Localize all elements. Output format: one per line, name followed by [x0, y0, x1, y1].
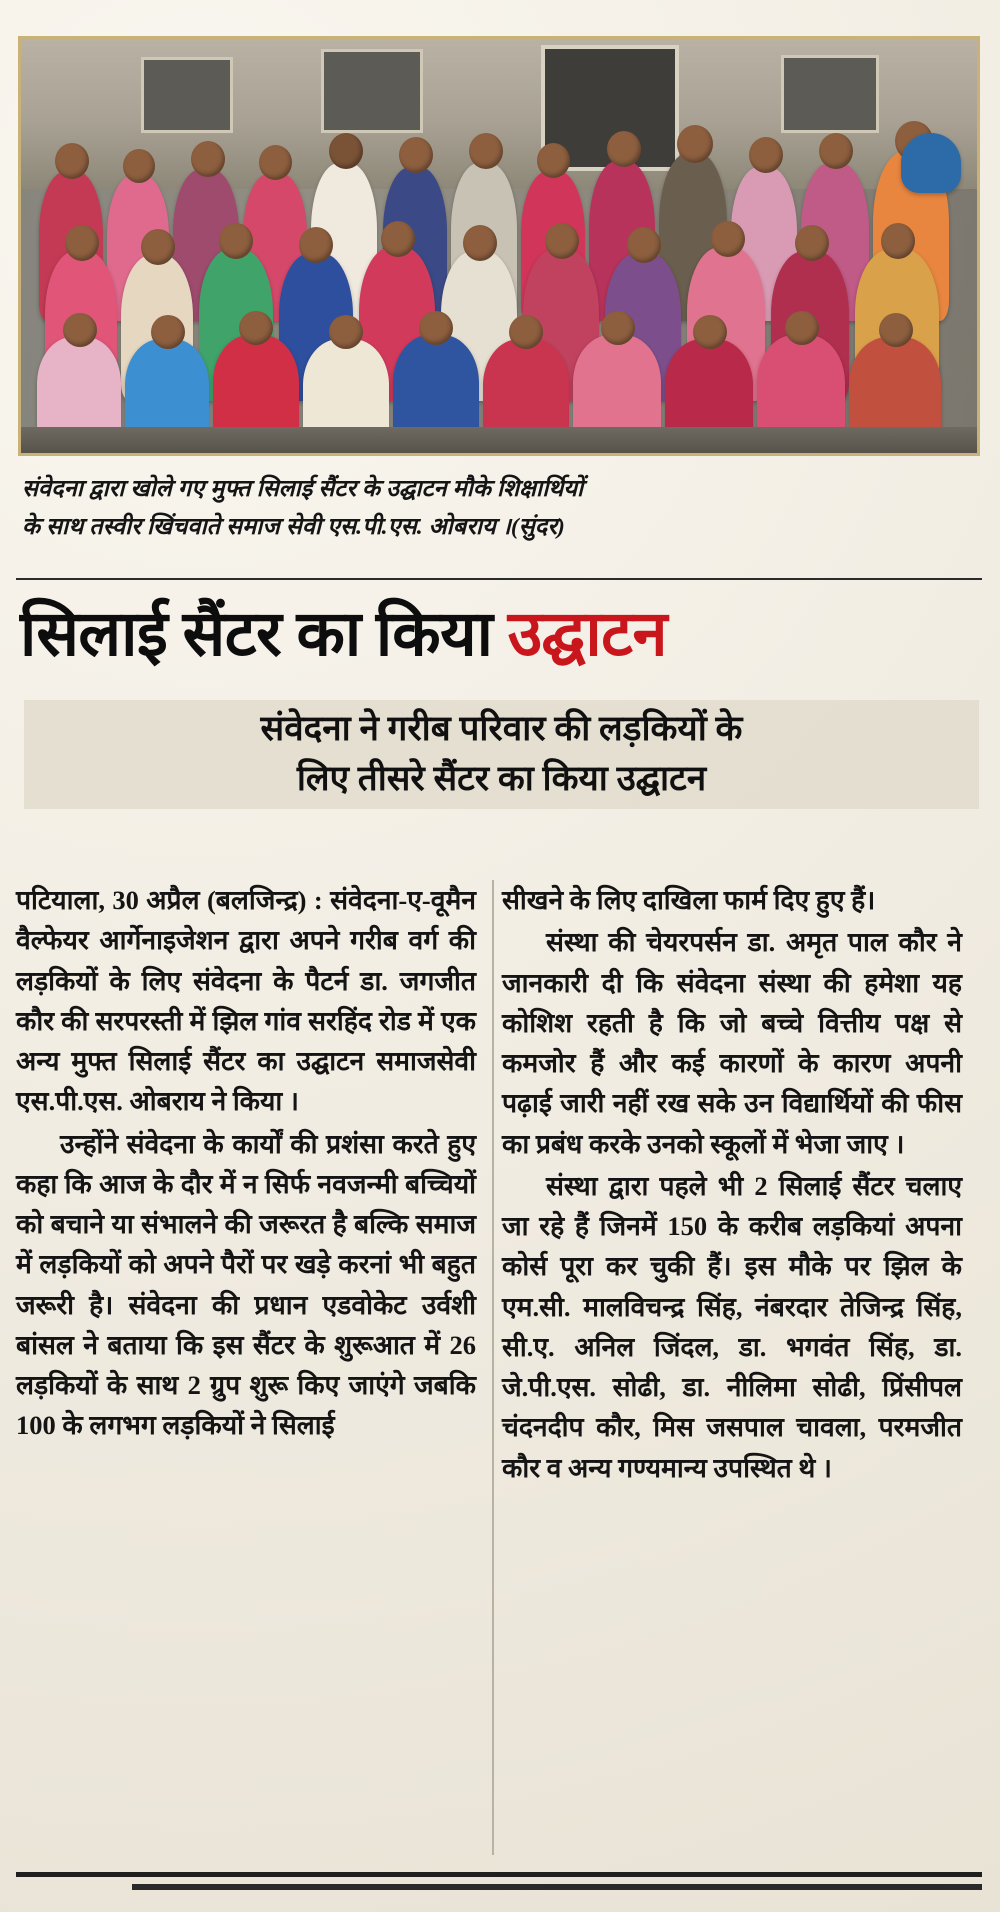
paragraph: सीखने के लिए दाखिला फार्म दिए हुए हैं।: [502, 885, 876, 915]
column-divider: [492, 880, 494, 1855]
bottom-rule-primary: [16, 1872, 982, 1877]
bottom-rule-secondary: [132, 1884, 982, 1890]
caption-source: (सुंदर): [510, 514, 565, 541]
subheadline: [24, 700, 979, 809]
subheadline-line-2: लिए तीसरे सैंटर का किया उद्घाटन: [296, 758, 707, 798]
caption-line-1: संवेदना द्वारा खोले गए मुफ्त सिलाई सैंटर के उद्घाटन मौके शिक्षार्थियों: [22, 476, 584, 502]
page-title: [20, 600, 980, 668]
caption-line-2: के साथ तस्वीर खिंचवाते समाज सेवी एस.पी.एस. ओबराय ।: [22, 514, 511, 541]
photo-image: [21, 39, 977, 453]
crowd-of-people: [21, 123, 977, 453]
left-column: [16, 880, 476, 1860]
photo-caption: [22, 470, 972, 546]
right-column: [502, 880, 962, 1860]
paragraph: उन्होंने संवेदना के कार्यों की प्रशंसा करते हुए कहा कि आज के दौर में न सिर्फ नवजन्मी बच्चियों को बचाने या संभालने की जरूरत है बल्कि समाज में लड़कियों को अपने पैरों पर खड़े करनां भी बहुत जरूरी है। संवेदना की प्रधान एडवोकेट उर्वशी बांसल ने बताया कि इस सैंटर के शुरूआत में 26 लड़कियों के साथ 2 ग्रुप शुरू किए जाएंगे जबकि 100 के लगभग लड़कियों ने सिलाई: [16, 1128, 476, 1441]
paragraph: संस्था की चेयरपर्सन डा. अमृत पाल कौर ने जानकारी दी कि संवेदना संस्था की हमेशा यह कोशिश रहती है कि जो बच्चे वित्तीय पक्ष से कमजोर हैं और कई कारणों के कारण अपनी पढ़ाई जारी नहीं रख सके उन विद्यार्थियों की फीस का प्रबंध करके उनको स्कूलों में भेजा जाए ।: [502, 927, 962, 1159]
article-body: [16, 880, 982, 1860]
subheadline-line-1: संवेदना ने गरीब परिवार की लड़कियों के: [260, 709, 743, 748]
paragraph: संस्था द्वारा पहले भी 2 सिलाई सैंटर चलाए जा रहे हैं जिनमें 150 के करीब लड़कियां अपना कोर्स पूरा कर चुकी हैं। इस मौके पर झिल के एम.सी. मालविचन्द्र सिंह, नंबरदार तेजिन्द्र सिंह, सी.ए. अनिल जिंदल, डा. भगवंत सिंह, डा. जे.पी.एस. सोढी, डा. नीलिमा सोढी, प्रिंसीपल चंदनदीप कौर, मिस जसपाल चावला, परमजीत कौर व अन्य गण्यमान्य उपस्थित थे ।: [502, 1170, 962, 1483]
divider-above-headline: [16, 578, 982, 580]
headline-black: सिलाई सैंटर का किया: [20, 599, 508, 669]
headline-red: उद्घाटन: [507, 599, 667, 669]
article-photo: [18, 36, 980, 456]
paragraph: पटियाला, 30 अप्रैल (बलजिन्द्र) : संवेदना-ए-वूमैन वैल्फेयर आर्गेनाइजेशन द्वारा अपने गरीब वर्ग की लड़कियों के लिए संवेदना के पैटर्न डा. जगजीत कौर की सरपरस्ती में झिल गांव सरहिंद रोड में एक अन्य मुफ्त सिलाई सैंटर का उद्घाटन समाजसेवी एस.पी.एस. ओबराय ने किया ।: [16, 885, 476, 1117]
